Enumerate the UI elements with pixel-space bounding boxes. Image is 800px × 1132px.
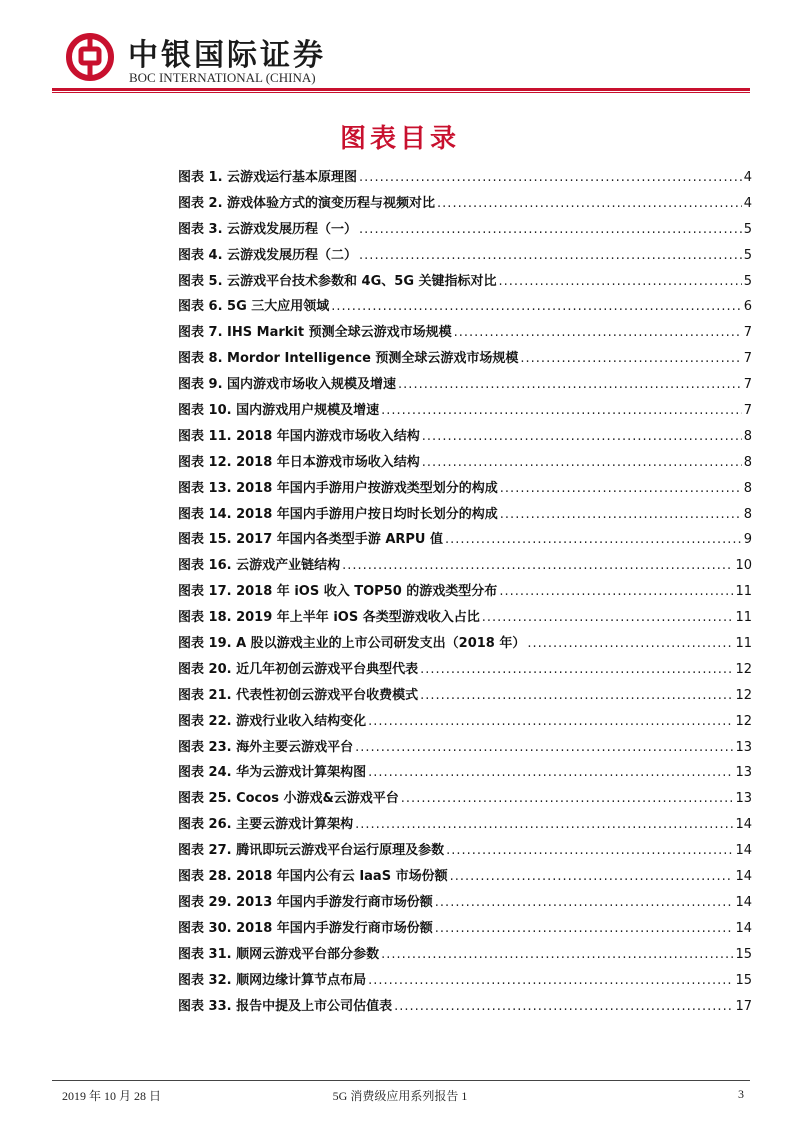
toc-entry-leader [527, 636, 733, 651]
footer-report-name: 5G 消费级应用系列报告 1 [332, 1089, 468, 1103]
header-divider [52, 88, 750, 91]
toc-entry[interactable] [178, 425, 752, 451]
toc-entry-page: 4 [743, 195, 752, 211]
footer-divider [52, 1080, 750, 1081]
toc-entry[interactable] [178, 503, 752, 529]
toc-entry-leader [499, 584, 733, 599]
toc-entry-page: 14 [735, 894, 752, 910]
toc-entry-page: 6 [743, 299, 752, 315]
toc-entry-label: 图表 23. 海外主要云游戏平台 [178, 739, 354, 755]
toc-entry[interactable] [178, 451, 752, 477]
toc-entry[interactable] [178, 270, 752, 296]
toc-entry-leader [422, 455, 742, 470]
toc-entry-page: 15 [735, 946, 752, 962]
toc-entry-label: 图表 15. 2017 年国内各类型手游 ARPU 值 [178, 532, 443, 548]
toc-entry-page: 12 [735, 713, 752, 729]
toc-entry[interactable] [178, 373, 752, 399]
toc-entry-page: 14 [735, 843, 752, 859]
toc-entry-label: 图表 18. 2019 年上半年 iOS 各类型游戏收入占比 [178, 610, 480, 626]
toc-entry[interactable] [178, 684, 752, 710]
toc-entry-page: 7 [743, 403, 752, 419]
toc-entry-leader [435, 921, 734, 936]
toc-entry-page: 11 [735, 636, 752, 652]
toc-entry-leader [520, 351, 741, 366]
toc-entry-leader [422, 429, 742, 444]
toc-entry-page: 14 [735, 817, 752, 833]
toc-entry-label: 图表 31. 顺网云游戏平台部分参数 [178, 946, 380, 962]
toc-entry-page: 5 [743, 221, 752, 237]
toc-entry-label: 图表 33. 报告中提及上市公司估值表 [178, 998, 393, 1014]
toc-entry-label: 图表 19. A 股以游戏主业的上市公司研发支出（2018 年） [178, 636, 526, 652]
toc-entry-leader [381, 947, 733, 962]
toc-entry-leader [359, 170, 742, 185]
toc-entry-leader [368, 973, 733, 988]
toc-entry-leader [368, 765, 733, 780]
toc-entry-label: 图表 3. 云游戏发展历程（一） [178, 221, 358, 237]
toc-entry-label: 图表 28. 2018 年国内公有云 IaaS 市场份额 [178, 869, 448, 885]
toc-entry-page: 5 [743, 273, 752, 289]
toc-entry-page: 12 [735, 661, 752, 677]
toc-entry-label: 图表 11. 2018 年国内游戏市场收入结构 [178, 428, 420, 444]
toc-entry-page: 7 [743, 325, 752, 341]
toc-entry-leader [401, 791, 734, 806]
toc-entry-page: 9 [743, 532, 752, 548]
toc-entry-label: 图表 26. 主要云游戏计算架构 [178, 817, 354, 833]
toc-entry-page: 8 [743, 506, 752, 522]
toc-entry-leader [398, 377, 742, 392]
toc-entry[interactable] [178, 606, 752, 632]
toc-entry-label: 图表 24. 华为云游戏计算架构图 [178, 765, 367, 781]
toc-entry-page: 7 [743, 351, 752, 367]
toc-entry-leader [342, 558, 733, 573]
toc-entry[interactable] [178, 580, 752, 606]
toc-entry-leader [499, 274, 742, 289]
toc-entry[interactable] [178, 969, 752, 995]
toc-entry[interactable] [178, 710, 752, 736]
toc-entry-leader [454, 325, 742, 340]
toc-title: 图表目录 [339, 124, 460, 154]
toc-entry[interactable] [178, 166, 752, 192]
toc-entry-leader [437, 196, 742, 211]
toc-entry-page: 8 [743, 480, 752, 496]
brand-name-english: BOC INTERNATIONAL (CHINA) [129, 70, 316, 85]
toc-entry[interactable] [178, 192, 752, 218]
toc-entry-label: 图表 4. 云游戏发展历程（二） [178, 247, 358, 263]
toc-entry-page: 8 [743, 428, 752, 444]
toc-entry[interactable] [178, 477, 752, 503]
toc-entry-leader [482, 610, 734, 625]
toc-entry-label: 图表 6. 5G 三大应用领域 [178, 299, 330, 315]
toc-entry-page: 4 [743, 170, 752, 185]
toc-entry-leader [381, 403, 742, 418]
toc-entry[interactable] [178, 528, 752, 554]
toc-entry-label: 图表 17. 2018 年 iOS 收入 TOP50 的游戏类型分布 [178, 584, 498, 600]
toc-entry[interactable] [178, 295, 752, 321]
toc-entry[interactable] [178, 218, 752, 244]
toc-entry-leader [355, 817, 733, 832]
toc-entry-label: 图表 2. 游戏体验方式的演变历程与视频对比 [178, 195, 436, 211]
toc-entry-page: 8 [743, 454, 752, 470]
toc-entry[interactable] [178, 813, 752, 839]
toc-entry-label: 图表 16. 云游戏产业链结构 [178, 558, 341, 574]
toc-entry-label: 图表 29. 2013 年国内手游发行商市场份额 [178, 894, 433, 910]
toc-entry-leader [359, 222, 742, 237]
toc-entry-page: 13 [735, 791, 752, 807]
toc-entry[interactable] [178, 658, 752, 684]
toc-entry-page: 10 [735, 558, 752, 574]
toc-entry-label: 图表 22. 游戏行业收入结构变化 [178, 713, 367, 729]
footer-page-number: 3 [738, 1087, 744, 1101]
toc-entry[interactable] [178, 787, 752, 813]
toc-entry[interactable] [178, 632, 752, 658]
toc-entry-page: 13 [735, 765, 752, 781]
toc-entry[interactable] [178, 917, 752, 943]
header-divider-thin [52, 92, 750, 93]
toc-entry[interactable] [178, 761, 752, 787]
toc-entry-leader [446, 843, 733, 858]
toc-entry[interactable] [178, 943, 752, 969]
toc-entry-label: 图表 5. 云游戏平台技术参数和 4G、5G 关键指标对比 [178, 273, 497, 289]
boc-logo-icon [66, 33, 114, 81]
toc-entry-leader [500, 481, 742, 496]
toc-list [178, 166, 752, 1020]
footer-date: 2019 年 10 月 28 日 [62, 1089, 162, 1103]
toc-entry-label: 图表 13. 2018 年国内手游用户按游戏类型划分的构成 [178, 480, 498, 496]
toc-entry-page: 15 [735, 972, 752, 988]
toc-entry-label: 图表 20. 近几年初创云游戏平台典型代表 [178, 661, 419, 677]
toc-entry-label: 图表 7. IHS Markit 预测全球云游戏市场规模 [178, 325, 452, 341]
toc-entry[interactable] [178, 891, 752, 917]
toc-entry-page: 11 [735, 584, 752, 600]
toc-entry-leader [435, 895, 734, 910]
toc-entry-leader [420, 662, 733, 677]
toc-entry-leader [394, 999, 733, 1014]
toc-entry-leader [368, 714, 733, 729]
toc-entry-leader [359, 248, 742, 263]
toc-entry-page: 14 [735, 869, 752, 885]
toc-entry-label: 图表 12. 2018 年日本游戏市场收入结构 [178, 454, 420, 470]
toc-entry-label: 图表 1. 云游戏运行基本原理图 [178, 170, 358, 185]
toc-entry-page: 13 [735, 739, 752, 755]
page-header [0, 0, 800, 100]
toc-entry-leader [500, 507, 742, 522]
toc-entry-leader [355, 740, 733, 755]
toc-entry[interactable] [178, 399, 752, 425]
toc-entry-label: 图表 10. 国内游戏用户规模及增速 [178, 403, 380, 419]
toc-entry-label: 图表 8. Mordor Intelligence 预测全球云游戏市场规模 [178, 351, 519, 367]
toc-entry-label: 图表 14. 2018 年国内手游用户按日均时长划分的构成 [178, 506, 498, 522]
toc-entry-label: 图表 21. 代表性初创云游戏平台收费模式 [178, 687, 419, 703]
toc-entry-label: 图表 32. 顺网边缘计算节点布局 [178, 972, 367, 988]
toc-entry[interactable] [178, 347, 752, 373]
toc-entry-page: 5 [743, 247, 752, 263]
toc-entry-page: 11 [735, 610, 752, 626]
toc-entry-leader [420, 688, 733, 703]
toc-entry-page: 14 [735, 920, 752, 936]
toc-entry-label: 图表 9. 国内游戏市场收入规模及增速 [178, 377, 397, 393]
toc-entry-label: 图表 27. 腾讯即玩云游戏平台运行原理及参数 [178, 843, 445, 859]
toc-entry-leader [445, 532, 742, 547]
toc-entry-leader [331, 299, 741, 314]
brand-name-chinese: 中银国际证券 [128, 38, 326, 73]
toc-entry[interactable] [178, 865, 752, 891]
toc-entry-label: 图表 25. Cocos 小游戏&云游戏平台 [178, 791, 399, 807]
toc-entry[interactable] [178, 736, 752, 762]
toc-entry-page: 12 [735, 687, 752, 703]
toc-entry-page: 17 [735, 998, 752, 1014]
toc-entry[interactable] [178, 244, 752, 270]
toc-entry[interactable] [178, 839, 752, 865]
toc-entry[interactable] [178, 321, 752, 347]
toc-entry-label: 图表 30. 2018 年国内手游发行商市场份额 [178, 920, 433, 936]
toc-entry[interactable] [178, 554, 752, 580]
toc-entry[interactable] [178, 995, 752, 1021]
toc-entry-page: 7 [743, 377, 752, 393]
toc-entry-leader [450, 869, 734, 884]
